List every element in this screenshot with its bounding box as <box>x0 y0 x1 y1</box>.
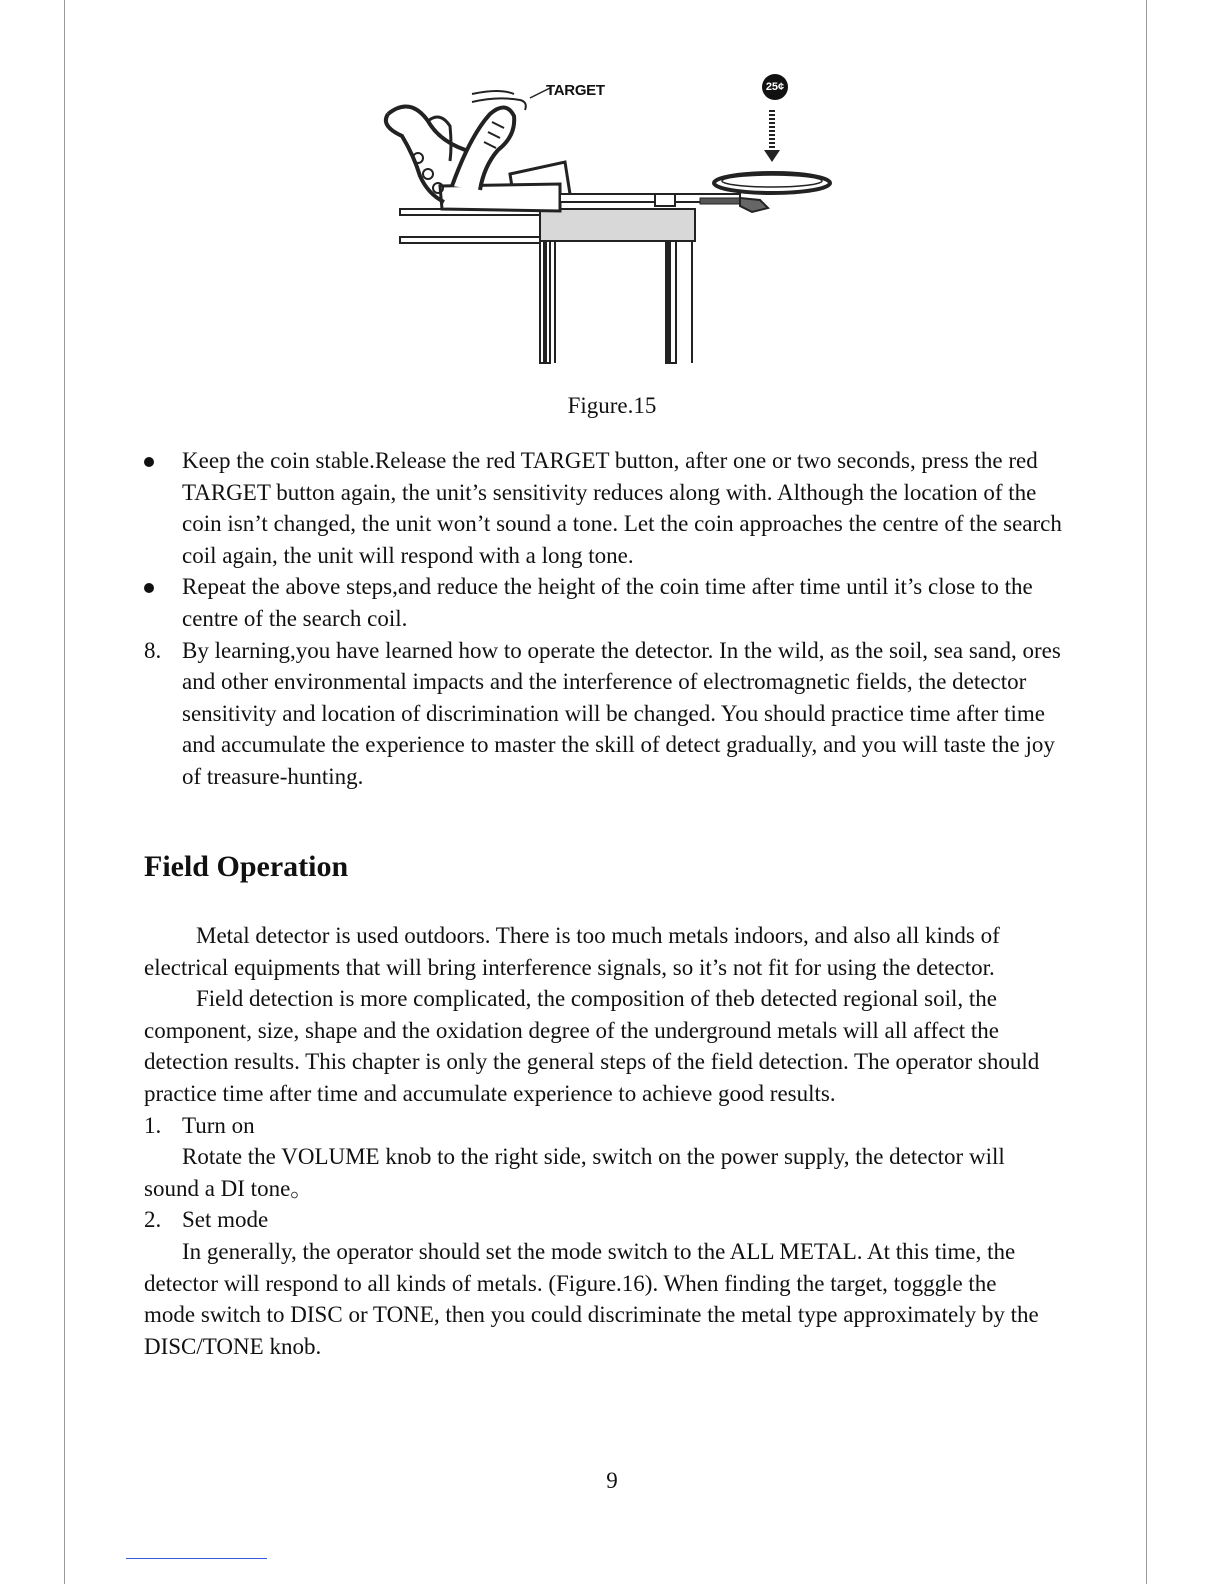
coin-icon: 25¢ <box>762 74 788 100</box>
step-text: Rotate the VOLUME knob to the right side, switch on the power supply, the detector will sound a DI tone。 <box>144 1144 1005 1201</box>
armrest <box>388 106 480 154</box>
step-number: 2. <box>144 1207 162 1233</box>
search-coil <box>714 173 830 193</box>
bullet-icon <box>144 457 154 467</box>
section-body <box>144 920 1044 1362</box>
figure-caption: Figure.15 <box>567 393 657 418</box>
step-title: Turn on <box>182 1112 255 1138</box>
step-heading <box>144 1110 1044 1142</box>
step-title: Set mode <box>182 1207 269 1233</box>
footnote-rule <box>126 1558 267 1559</box>
bullet-item <box>144 571 1074 634</box>
down-arrow-icon <box>764 110 780 162</box>
step-number: 1. <box>144 1112 162 1138</box>
target-label: TARGET <box>546 82 605 99</box>
figure-15-illustration <box>380 66 840 368</box>
table-front <box>540 209 695 241</box>
step-heading <box>144 1204 1044 1236</box>
bullet-icon <box>144 583 154 593</box>
page-border-right <box>1146 0 1147 1584</box>
item-number: 8. <box>144 637 162 663</box>
numbered-item <box>144 635 1074 793</box>
step-text: In generally, the operator should set the mode switch to the ALL METAL. At this time, the detector will respond to all kinds of metals. (Figure.16). When finding the target, togggle the mode switch to DISC or TONE, then you could discriminate the metal type approximately by the DISC/TONE knob. <box>144 1238 1039 1359</box>
section-heading: Field Operation <box>144 850 349 883</box>
bullet-text: Keep the coin stable.Release the red TARGET button, after one or two seconds, press the red TARGET button again, the unit’s sensitivity reduces along with. Although the location of the coin isn’t changed, the unit won’t sound a tone. Let the coin approaches the centre of the search coil again, the unit will respond with a long tone. <box>182 448 1062 568</box>
metal-detector-drawing <box>380 66 840 368</box>
page-number: 9 <box>606 1468 618 1493</box>
bullet-item <box>144 445 1074 571</box>
paragraph: Metal detector is used outdoors. There is too much metals indoors, and also all kinds of electrical equipments that will bring interference signals, so it’s not fit for using the detector. <box>144 923 1000 980</box>
bullet-text: Repeat the above steps,and reduce the height of the coin time after time until it’s close to the centre of the search coil. <box>182 574 1033 631</box>
instruction-list <box>144 445 1074 793</box>
item-text: By learning,you have learned how to operate the detector. In the wild, as the soil, sea sand, ores and other environmental impacts and the interference of electromagnetic fields, the detector sensitivity and location of discrimination will be changed. You should practice time after time and accumulate the experience to master the skill of detect gradually, and you will taste the joy of treasure-hunting. <box>182 637 1061 789</box>
table-edge <box>400 237 542 243</box>
page-border-left <box>64 0 65 1584</box>
paragraph: Field detection is more complicated, the composition of theb detected regional soil, the component, size, shape and the oxidation degree of the underground metals will all affect the detection results. This chapter is only the general steps of the field detection. The operator should practice time after time and accumulate experience to achieve good results. <box>144 986 1040 1106</box>
